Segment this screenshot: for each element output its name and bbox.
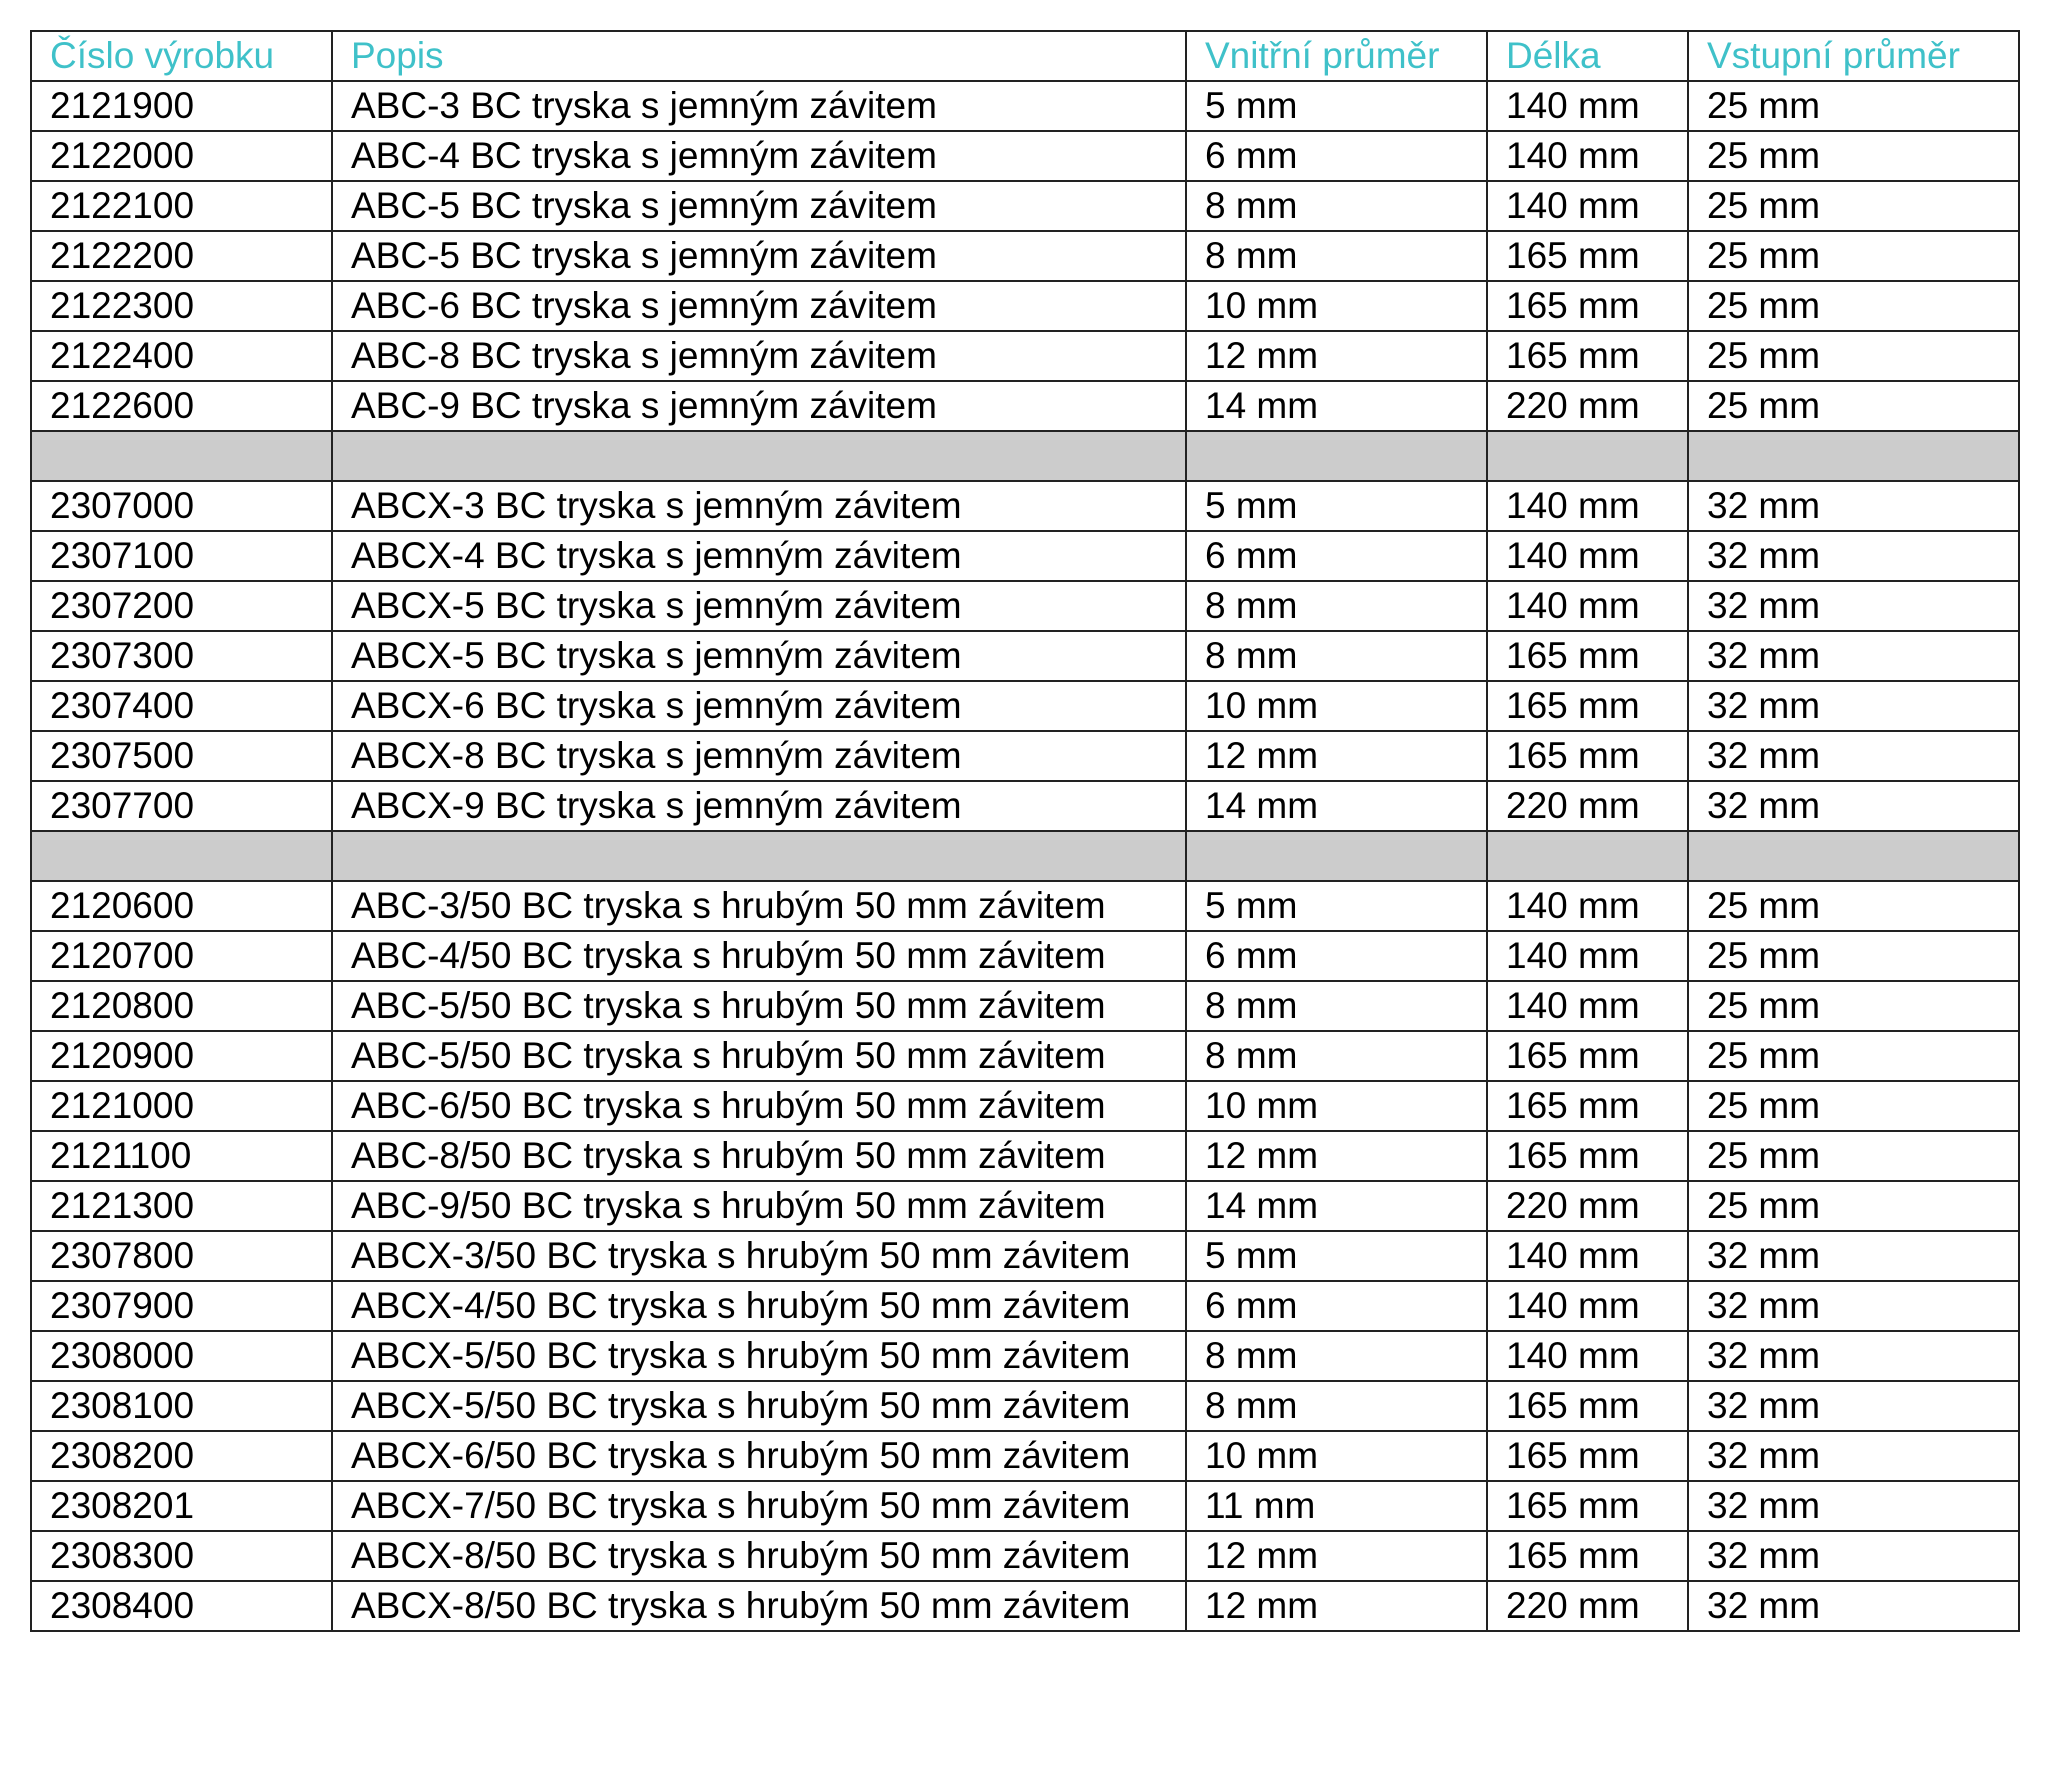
table-row: [31, 881, 2019, 931]
cell-inner-diameter: 8 mm: [1186, 231, 1487, 281]
cell-inlet-diameter: 32 mm: [1688, 1431, 2019, 1481]
table-row: [31, 1531, 2019, 1581]
table-row: [31, 631, 2019, 681]
table-row: [31, 981, 2019, 1031]
document-page: [30, 30, 2018, 1632]
cell-description: ABCX-8/50 BC tryska s hrubým 50 mm závitem: [332, 1531, 1186, 1581]
cell-product-number: 2307900: [31, 1281, 332, 1331]
cell-product-number: 2307500: [31, 731, 332, 781]
cell-inner-diameter: 12 mm: [1186, 731, 1487, 781]
cell-inner-diameter: 6 mm: [1186, 931, 1487, 981]
cell-inner-diameter: 6 mm: [1186, 1281, 1487, 1331]
cell-inlet-diameter: 25 mm: [1688, 931, 2019, 981]
cell-description: ABCX-3/50 BC tryska s hrubým 50 mm závitem: [332, 1231, 1186, 1281]
table-row: [31, 931, 2019, 981]
cell-product-number: 2120800: [31, 981, 332, 1031]
cell-description: ABCX-5/50 BC tryska s hrubým 50 mm závitem: [332, 1381, 1186, 1431]
cell-inner-diameter: 14 mm: [1186, 1181, 1487, 1231]
cell-product-number: 2307000: [31, 481, 332, 531]
cell-length: 165 mm: [1487, 631, 1688, 681]
table-row: [31, 1281, 2019, 1331]
table-row: [31, 1431, 2019, 1481]
cell-length: 140 mm: [1487, 931, 1688, 981]
cell-inlet-diameter: 32 mm: [1688, 1331, 2019, 1381]
cell-inlet-diameter: 25 mm: [1688, 81, 2019, 131]
separator-cell: [1688, 431, 2019, 481]
cell-description: ABC-6 BC tryska s jemným závitem: [332, 281, 1186, 331]
cell-inlet-diameter: 25 mm: [1688, 1081, 2019, 1131]
table-row: [31, 281, 2019, 331]
cell-inlet-diameter: 25 mm: [1688, 131, 2019, 181]
cell-product-number: 2307700: [31, 781, 332, 831]
cell-length: 165 mm: [1487, 731, 1688, 781]
cell-inner-diameter: 8 mm: [1186, 181, 1487, 231]
cell-description: ABCX-5/50 BC tryska s hrubým 50 mm závitem: [332, 1331, 1186, 1381]
cell-inner-diameter: 10 mm: [1186, 1431, 1487, 1481]
table-body: [31, 81, 2019, 1631]
cell-description: ABCX-7/50 BC tryska s hrubým 50 mm závitem: [332, 1481, 1186, 1531]
separator-cell: [31, 431, 332, 481]
cell-length: 165 mm: [1487, 1531, 1688, 1581]
cell-description: ABC-8/50 BC tryska s hrubým 50 mm závitem: [332, 1131, 1186, 1181]
cell-inlet-diameter: 32 mm: [1688, 1481, 2019, 1531]
cell-inner-diameter: 12 mm: [1186, 1531, 1487, 1581]
cell-product-number: 2121300: [31, 1181, 332, 1231]
table-row: [31, 81, 2019, 131]
cell-description: ABC-5 BC tryska s jemným závitem: [332, 181, 1186, 231]
cell-product-number: 2122400: [31, 331, 332, 381]
cell-inner-diameter: 8 mm: [1186, 1031, 1487, 1081]
group-separator-row: [31, 431, 2019, 481]
cell-product-number: 2121000: [31, 1081, 332, 1131]
cell-length: 220 mm: [1487, 1181, 1688, 1231]
cell-inner-diameter: 11 mm: [1186, 1481, 1487, 1531]
cell-inner-diameter: 5 mm: [1186, 81, 1487, 131]
table-row: [31, 781, 2019, 831]
cell-description: ABCX-8 BC tryska s jemným závitem: [332, 731, 1186, 781]
cell-inlet-diameter: 25 mm: [1688, 331, 2019, 381]
cell-product-number: 2121100: [31, 1131, 332, 1181]
cell-length: 140 mm: [1487, 81, 1688, 131]
header-length: Délka: [1487, 31, 1688, 81]
cell-description: ABC-5/50 BC tryska s hrubým 50 mm závitem: [332, 1031, 1186, 1081]
cell-product-number: 2122000: [31, 131, 332, 181]
cell-inlet-diameter: 32 mm: [1688, 781, 2019, 831]
cell-inner-diameter: 10 mm: [1186, 681, 1487, 731]
cell-inlet-diameter: 25 mm: [1688, 231, 2019, 281]
cell-inlet-diameter: 32 mm: [1688, 631, 2019, 681]
header-description: Popis: [332, 31, 1186, 81]
cell-length: 165 mm: [1487, 1381, 1688, 1431]
table-row: [31, 181, 2019, 231]
cell-inlet-diameter: 25 mm: [1688, 981, 2019, 1031]
cell-length: 140 mm: [1487, 481, 1688, 531]
cell-length: 165 mm: [1487, 1031, 1688, 1081]
cell-product-number: 2307800: [31, 1231, 332, 1281]
cell-description: ABC-9 BC tryska s jemným závitem: [332, 381, 1186, 431]
cell-product-number: 2120600: [31, 881, 332, 931]
cell-inlet-diameter: 25 mm: [1688, 381, 2019, 431]
cell-inner-diameter: 10 mm: [1186, 281, 1487, 331]
cell-product-number: 2308000: [31, 1331, 332, 1381]
cell-length: 165 mm: [1487, 231, 1688, 281]
separator-cell: [1487, 431, 1688, 481]
table-row: [31, 131, 2019, 181]
cell-description: ABCX-6 BC tryska s jemným závitem: [332, 681, 1186, 731]
table-row: [31, 1081, 2019, 1131]
cell-description: ABCX-8/50 BC tryska s hrubým 50 mm závitem: [332, 1581, 1186, 1631]
cell-length: 140 mm: [1487, 1281, 1688, 1331]
cell-length: 165 mm: [1487, 1081, 1688, 1131]
cell-product-number: 2307100: [31, 531, 332, 581]
cell-inlet-diameter: 32 mm: [1688, 1581, 2019, 1631]
table-row: [31, 231, 2019, 281]
cell-description: ABCX-3 BC tryska s jemným závitem: [332, 481, 1186, 531]
cell-product-number: 2307400: [31, 681, 332, 731]
cell-product-number: 2307200: [31, 581, 332, 631]
cell-length: 220 mm: [1487, 381, 1688, 431]
cell-product-number: 2122100: [31, 181, 332, 231]
separator-cell: [1688, 831, 2019, 881]
cell-inlet-diameter: 32 mm: [1688, 1281, 2019, 1331]
cell-length: 140 mm: [1487, 1231, 1688, 1281]
cell-length: 140 mm: [1487, 881, 1688, 931]
cell-description: ABCX-6/50 BC tryska s hrubým 50 mm závitem: [332, 1431, 1186, 1481]
table-row: [31, 1131, 2019, 1181]
table-row: [31, 481, 2019, 531]
separator-cell: [1487, 831, 1688, 881]
cell-description: ABC-3 BC tryska s jemným závitem: [332, 81, 1186, 131]
cell-product-number: 2308300: [31, 1531, 332, 1581]
cell-length: 165 mm: [1487, 681, 1688, 731]
cell-length: 165 mm: [1487, 331, 1688, 381]
cell-length: 140 mm: [1487, 181, 1688, 231]
header-row: [31, 31, 2019, 81]
cell-inner-diameter: 8 mm: [1186, 1381, 1487, 1431]
cell-description: ABCX-5 BC tryska s jemným závitem: [332, 631, 1186, 681]
table-row: [31, 331, 2019, 381]
separator-cell: [1186, 431, 1487, 481]
cell-product-number: 2121900: [31, 81, 332, 131]
cell-inlet-diameter: 25 mm: [1688, 1181, 2019, 1231]
cell-inlet-diameter: 25 mm: [1688, 1031, 2019, 1081]
header-inner-diameter: Vnitřní průměr: [1186, 31, 1487, 81]
separator-cell: [31, 831, 332, 881]
table-row: [31, 681, 2019, 731]
cell-length: 165 mm: [1487, 1481, 1688, 1531]
cell-inner-diameter: 14 mm: [1186, 781, 1487, 831]
cell-inlet-diameter: 32 mm: [1688, 581, 2019, 631]
cell-product-number: 2120900: [31, 1031, 332, 1081]
cell-inner-diameter: 5 mm: [1186, 481, 1487, 531]
cell-length: 140 mm: [1487, 1331, 1688, 1381]
cell-product-number: 2307300: [31, 631, 332, 681]
table-row: [31, 1581, 2019, 1631]
separator-cell: [332, 831, 1186, 881]
table-row: [31, 1231, 2019, 1281]
cell-inner-diameter: 5 mm: [1186, 1231, 1487, 1281]
header-inlet-diameter: Vstupní průměr: [1688, 31, 2019, 81]
cell-inner-diameter: 12 mm: [1186, 331, 1487, 381]
cell-description: ABCX-9 BC tryska s jemným závitem: [332, 781, 1186, 831]
cell-description: ABCX-5 BC tryska s jemným závitem: [332, 581, 1186, 631]
cell-length: 140 mm: [1487, 131, 1688, 181]
cell-inner-diameter: 12 mm: [1186, 1131, 1487, 1181]
cell-description: ABC-6/50 BC tryska s hrubým 50 mm závitem: [332, 1081, 1186, 1131]
cell-product-number: 2122200: [31, 231, 332, 281]
cell-inner-diameter: 8 mm: [1186, 981, 1487, 1031]
cell-inlet-diameter: 25 mm: [1688, 1131, 2019, 1181]
cell-product-number: 2308100: [31, 1381, 332, 1431]
cell-description: ABCX-4/50 BC tryska s hrubým 50 mm závitem: [332, 1281, 1186, 1331]
cell-product-number: 2120700: [31, 931, 332, 981]
cell-inlet-diameter: 32 mm: [1688, 1231, 2019, 1281]
cell-length: 165 mm: [1487, 1131, 1688, 1181]
table-row: [31, 1181, 2019, 1231]
cell-inner-diameter: 10 mm: [1186, 1081, 1487, 1131]
cell-product-number: 2308200: [31, 1431, 332, 1481]
cell-description: ABC-8 BC tryska s jemným závitem: [332, 331, 1186, 381]
cell-inlet-diameter: 32 mm: [1688, 731, 2019, 781]
cell-product-number: 2308400: [31, 1581, 332, 1631]
cell-description: ABC-4/50 BC tryska s hrubým 50 mm závitem: [332, 931, 1186, 981]
cell-inlet-diameter: 25 mm: [1688, 281, 2019, 331]
cell-product-number: 2122300: [31, 281, 332, 331]
cell-inlet-diameter: 32 mm: [1688, 681, 2019, 731]
table-row: [31, 581, 2019, 631]
cell-description: ABC-5 BC tryska s jemným závitem: [332, 231, 1186, 281]
cell-description: ABC-3/50 BC tryska s hrubým 50 mm závitem: [332, 881, 1186, 931]
cell-product-number: 2308201: [31, 1481, 332, 1531]
cell-length: 165 mm: [1487, 281, 1688, 331]
table-row: [31, 1031, 2019, 1081]
cell-length: 165 mm: [1487, 1431, 1688, 1481]
cell-length: 220 mm: [1487, 1581, 1688, 1631]
cell-product-number: 2122600: [31, 381, 332, 431]
table-row: [31, 381, 2019, 431]
cell-inner-diameter: 14 mm: [1186, 381, 1487, 431]
cell-inlet-diameter: 25 mm: [1688, 181, 2019, 231]
cell-inner-diameter: 8 mm: [1186, 581, 1487, 631]
cell-inner-diameter: 5 mm: [1186, 881, 1487, 931]
cell-inner-diameter: 8 mm: [1186, 631, 1487, 681]
separator-cell: [332, 431, 1186, 481]
cell-description: ABCX-4 BC tryska s jemným závitem: [332, 531, 1186, 581]
cell-inner-diameter: 6 mm: [1186, 131, 1487, 181]
cell-length: 140 mm: [1487, 581, 1688, 631]
cell-inner-diameter: 6 mm: [1186, 531, 1487, 581]
cell-length: 140 mm: [1487, 531, 1688, 581]
table-row: [31, 1481, 2019, 1531]
cell-description: ABC-4 BC tryska s jemným závitem: [332, 131, 1186, 181]
header-product-number: Číslo výrobku: [31, 31, 332, 81]
cell-inlet-diameter: 25 mm: [1688, 881, 2019, 931]
product-table: [30, 30, 2020, 1632]
cell-inner-diameter: 8 mm: [1186, 1331, 1487, 1381]
cell-inlet-diameter: 32 mm: [1688, 1531, 2019, 1581]
cell-length: 140 mm: [1487, 981, 1688, 1031]
table-header: [31, 31, 2019, 81]
cell-description: ABC-9/50 BC tryska s hrubým 50 mm závitem: [332, 1181, 1186, 1231]
table-row: [31, 531, 2019, 581]
separator-cell: [1186, 831, 1487, 881]
table-row: [31, 1331, 2019, 1381]
cell-inlet-diameter: 32 mm: [1688, 481, 2019, 531]
group-separator-row: [31, 831, 2019, 881]
cell-inlet-diameter: 32 mm: [1688, 1381, 2019, 1431]
cell-description: ABC-5/50 BC tryska s hrubým 50 mm závitem: [332, 981, 1186, 1031]
table-row: [31, 731, 2019, 781]
cell-length: 220 mm: [1487, 781, 1688, 831]
table-row: [31, 1381, 2019, 1431]
cell-inlet-diameter: 32 mm: [1688, 531, 2019, 581]
cell-inner-diameter: 12 mm: [1186, 1581, 1487, 1631]
